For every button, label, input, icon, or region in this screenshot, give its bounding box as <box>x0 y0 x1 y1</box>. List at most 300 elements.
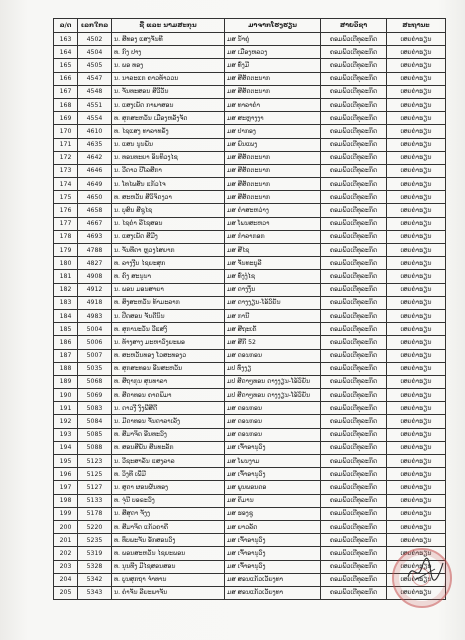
cell-name: ນ. ດາວງີ ງົງພີສີດີ <box>112 402 225 415</box>
cell-name: ນ. ແສງເພັດ ສີມີງ <box>112 230 225 243</box>
cell-number: 172 <box>54 151 78 164</box>
cell-id: 5069 <box>78 389 112 402</box>
cell-number: 173 <box>54 164 78 177</box>
table-row <box>54 151 446 164</box>
table-row <box>54 428 446 441</box>
cell-number: 169 <box>54 112 78 125</box>
cell-number: 170 <box>54 125 78 138</box>
cell-major: ຄອມພິວເຕີທຸລະກິດ <box>321 481 387 494</box>
header-id: ເລກໃກລ <box>78 19 112 33</box>
cell-id: 4908 <box>78 270 112 283</box>
cell-id: 4502 <box>78 33 112 46</box>
cell-major: ຄອມພິວເຕີທຸລະກິດ <box>321 85 387 98</box>
table-row <box>54 586 446 599</box>
table-row <box>54 415 446 428</box>
cell-status: ເສຍຄ່າຮຽນ <box>387 547 446 560</box>
cell-id: 4646 <box>78 164 112 177</box>
cell-major: ຄອມພິວເຕີທຸລະກິດ <box>321 494 387 507</box>
cell-major: ຄອມພິວເຕີທຸລະກິດ <box>321 362 387 375</box>
table-row <box>54 164 446 177</box>
cell-status: ເສຍຄ່າຮຽນ <box>387 349 446 362</box>
cell-school: ມປ ທົ່ງງຽ <box>225 362 321 375</box>
cell-number: 198 <box>54 494 78 507</box>
table-row <box>54 455 446 468</box>
table-row <box>54 468 446 481</box>
cell-status: ເສຍຄ່າຮຽນ <box>387 138 446 151</box>
cell-id: 4658 <box>78 204 112 217</box>
cell-number: 177 <box>54 217 78 230</box>
table-row <box>54 507 446 520</box>
cell-name: ທ. ສີດາທອນ ຄາດພິມາ <box>112 389 225 402</box>
cell-status: ເສຍຄ່າຮຽນ <box>387 125 446 138</box>
cell-id: 4788 <box>78 244 112 257</box>
cell-number: 189 <box>54 375 78 388</box>
cell-school: ມສ ຍາວລັດ <box>225 520 321 533</box>
cell-school: ມສ ດອນກອນ <box>225 415 321 428</box>
cell-number: 191 <box>54 402 78 415</box>
table-row <box>54 244 446 257</box>
cell-major: ຄອມພິວເຕີທຸລະກິດ <box>321 296 387 309</box>
table-row <box>54 309 446 322</box>
cell-id: 5007 <box>78 349 112 362</box>
cell-major: ຄອມພິວເຕີທຸລະກິດ <box>321 349 387 362</box>
cell-number: 194 <box>54 441 78 454</box>
cell-status: ເສຍຄ່າຮຽນ <box>387 362 446 375</box>
cell-number: 163 <box>54 33 78 46</box>
cell-status: ເສຍຄ່າຮຽນ <box>387 481 446 494</box>
cell-major: ຄອມພິວເຕີທຸລະກິດ <box>321 230 387 243</box>
cell-number: 171 <box>54 138 78 151</box>
cell-number: 178 <box>54 230 78 243</box>
cell-major: ຄອມພິວເຕີທຸລະກິດ <box>321 520 387 533</box>
cell-id: 4649 <box>78 178 112 191</box>
cell-status: ເສຍຄ່າຮຽນ <box>387 270 446 283</box>
cell-status: ເສຍຄ່າຮຽນ <box>387 494 446 507</box>
cell-status: ເສຍຄ່າຮຽນ <box>387 389 446 402</box>
cell-id: 5084 <box>78 415 112 428</box>
cell-number: 197 <box>54 481 78 494</box>
cell-name: ນ. ຄຳຈັນ ລີຍະພາຈັນ <box>112 586 225 599</box>
cell-name: ທ. ສຸກສະທອນ ອີນສະຫວັນ <box>112 362 225 375</box>
cell-major: ຄອມພິວເຕີທຸລະກິດ <box>321 217 387 230</box>
cell-number: 203 <box>54 560 78 573</box>
cell-status: ເສຍຄ່າຮຽນ <box>387 178 446 191</box>
cell-id: 5083 <box>78 402 112 415</box>
cell-status: ເສຍຄ່າຮຽນ <box>387 534 446 547</box>
cell-major: ຄອມພິວເຕີທຸລະກິດ <box>321 204 387 217</box>
cell-id: 5004 <box>78 323 112 336</box>
cell-id: 4827 <box>78 257 112 270</box>
cell-major: ຄອມພິວເຕີທຸລະກິດ <box>321 191 387 204</box>
cell-name: ນ. ແສນ ນູນພັນ <box>112 138 225 151</box>
cell-number: 205 <box>54 586 78 599</box>
cell-school: ມສ ດອນກອນ <box>225 428 321 441</box>
cell-number: 192 <box>54 415 78 428</box>
cell-school: ມສ ສີສັດຕະນາກ <box>225 178 321 191</box>
cell-major: ຄອມພິວເຕີທຸລະກິດ <box>321 336 387 349</box>
cell-major: ຄອມພິວເຕີທຸລະກິດ <box>321 428 387 441</box>
cell-name: ນ. ທ້າງສາງ ມະຫາວົງຍະພອ <box>112 336 225 349</box>
student-list-table <box>53 18 446 600</box>
table-row <box>54 72 446 85</box>
cell-school: ມສ ສີຖະເຄັ <box>225 323 321 336</box>
cell-status: ເສຍຄ່າຮຽນ <box>387 428 446 441</box>
table-row <box>54 534 446 547</box>
cell-major: ຄອມພິວເຕີທຸລະກິດ <box>321 138 387 151</box>
cell-status: ເສຍຄ່າຮຽນ <box>387 296 446 309</box>
cell-school: ມສ ເຈົ້າອານຸວົງ <box>225 468 321 481</box>
cell-name: ນ. ໂທໄພສັນ ແກ້ວໄຈ <box>112 178 225 191</box>
cell-status: ເສຍຄ່າຮຽນ <box>387 151 446 164</box>
cell-number: 183 <box>54 296 78 309</box>
cell-id: 5328 <box>78 560 112 573</box>
table-row <box>54 362 446 375</box>
header-status: ສະຖານະ <box>387 19 446 33</box>
table-row <box>54 204 446 217</box>
table-row <box>54 191 446 204</box>
cell-status: ເສຍຄ່າຮຽນ <box>387 402 446 415</box>
cell-name: ນ. ວີຊະສາລັນ ແສງລາລ <box>112 455 225 468</box>
cell-name: ທ. ກົງ ປາງ <box>112 46 225 59</box>
cell-school: ມສ ເຈົ້າອານຸວົງ <box>225 441 321 454</box>
cell-school: ມປ ສີດາໆທອນ ດາງງຽນ-ໂອ້ວົຍັນ <box>225 389 321 402</box>
cell-number: 190 <box>54 389 78 402</box>
cell-status: ເສຍຄ່າຮຽນ <box>387 468 446 481</box>
cell-school: ມສ ໂພນສະຫວາ <box>225 217 321 230</box>
cell-number: 201 <box>54 534 78 547</box>
table-row <box>54 125 446 138</box>
cell-id: 4667 <box>78 217 112 230</box>
cell-major: ຄອມພິວເຕີທຸລະກິດ <box>321 441 387 454</box>
table-row <box>54 494 446 507</box>
cell-status: ເສຍຄ່າຮຽນ <box>387 455 446 468</box>
cell-major: ຄອມພິວເຕີທຸລະກິດ <box>321 468 387 481</box>
cell-number: 188 <box>54 362 78 375</box>
handwritten-signature <box>405 555 445 585</box>
cell-name: ທ. ພອນສະຫວັນ ໄຊຍະພອນ <box>112 547 225 560</box>
cell-id: 5319 <box>78 547 112 560</box>
cell-status: ເສຍຄ່າຮຽນ <box>387 586 446 599</box>
cell-number: 164 <box>54 46 78 59</box>
cell-status: ເສຍຄ່າຮຽນ <box>387 283 446 296</box>
cell-id: 5220 <box>78 520 112 533</box>
cell-school: ມສ ສີໄຊ <box>225 244 321 257</box>
cell-number: 185 <box>54 323 78 336</box>
cell-major: ຄອມພິວເຕີທຸລະກິດ <box>321 323 387 336</box>
cell-school: ມສ ດາງງິ່ນ <box>225 283 321 296</box>
cell-major: ຄອມພິວເຕີທຸລະກິດ <box>321 573 387 586</box>
table-row <box>54 257 446 270</box>
cell-number: 184 <box>54 309 78 322</box>
cell-name: ນ. ສີທອງ ແສງຈັນທີ <box>112 33 225 46</box>
cell-major: ຄອມພິວເຕີທຸລະກິດ <box>321 98 387 111</box>
cell-name: ທ. ໄຊແສງ ທາລາທຣັງ <box>112 125 225 138</box>
cell-name: ທ. ສະຫວັນທອງ ໂວສະທອງວ <box>112 349 225 362</box>
table-row <box>54 33 446 46</box>
cell-id: 5133 <box>78 494 112 507</box>
cell-id: 4918 <box>78 296 112 309</box>
cell-name: ທ. ລາງງີນ ໄຊຍະສຸກ <box>112 257 225 270</box>
cell-major: ຄອມພິວເຕີທຸລະກິດ <box>321 270 387 283</box>
cell-status: ເສຍຄ່າຮຽນ <box>387 244 446 257</box>
cell-id: 4693 <box>78 230 112 243</box>
table-row <box>54 323 446 336</box>
cell-school: ມສ ສີສັດຕະນາກ <box>225 85 321 98</box>
cell-school: ມສ ທາລາຄໍາ <box>225 98 321 111</box>
cell-school: ມສ ສີສັດຕະນາກ <box>225 191 321 204</box>
cell-major: ຄອມພິວເຕີທຸລະກິດ <box>321 560 387 573</box>
cell-number: 181 <box>54 270 78 283</box>
cell-name: ທ. ບູນສຸກຖາ ຈຳທານ <box>112 573 225 586</box>
cell-school: ມສ ພົນແພງ <box>225 138 321 151</box>
table-row <box>54 520 446 533</box>
cell-name: ນ. ວີດາວ ບີໂລສີກາ <box>112 164 225 177</box>
cell-school: ມສ ຮອງຊູ <box>225 507 321 520</box>
cell-school: ມສ ສອນແກ້ວເວັຍງທາ <box>225 586 321 599</box>
cell-status: ເສຍຄ່າຮຽນ <box>387 164 446 177</box>
cell-number: 182 <box>54 283 78 296</box>
cell-major: ຄອມພິວເຕີທຸລະກິດ <box>321 46 387 59</box>
table-row <box>54 85 446 98</box>
cell-school: ມສ ສີສັດຕະນາກ <box>225 164 321 177</box>
cell-status: ເສຍຄ່າຮຽນ <box>387 72 446 85</box>
cell-name: ທ. ສີຖາກຸນ ສຸນທາລາ <box>112 375 225 388</box>
cell-name: ນ. ສູດາ ຜອນຜັນທອງ <box>112 481 225 494</box>
cell-major: ຄອມພິວເຕີທຸລະກິດ <box>321 375 387 388</box>
cell-id: 5127 <box>78 481 112 494</box>
cell-major: ຄອມພິວເຕີທຸລະກິດ <box>321 455 387 468</box>
cell-status: ເສຍຄ່າຮຽນ <box>387 309 446 322</box>
cell-status: ເສຍຄ່າຮຽນ <box>387 204 446 217</box>
cell-id: 4551 <box>78 98 112 111</box>
cell-status: ເສຍຄ່າຮຽນ <box>387 230 446 243</box>
table-row <box>54 547 446 560</box>
cell-id: 5342 <box>78 573 112 586</box>
cell-major: ຄອມພິວເຕີທຸລະກິດ <box>321 164 387 177</box>
cell-name: ນ. ຈັນທີດາ ຫຼວງໄສຍາກ <box>112 244 225 257</box>
cell-id: 4912 <box>78 283 112 296</box>
cell-status: ເສຍຄ່າຮຽນ <box>387 573 446 586</box>
cell-id: 5343 <box>78 586 112 599</box>
cell-number: 175 <box>54 191 78 204</box>
cell-name: ທ. ສຸກສະຫວັນ ເມືອງຫລັງຈັດ <box>112 112 225 125</box>
cell-id: 4610 <box>78 125 112 138</box>
cell-number: 187 <box>54 349 78 362</box>
cell-id: 4547 <box>78 72 112 85</box>
table-header-row <box>54 19 446 33</box>
cell-number: 202 <box>54 547 78 560</box>
table-row <box>54 441 446 454</box>
cell-major: ຄອມພິວເຕີທຸລະກິດ <box>321 415 387 428</box>
cell-school: ມສ ການີ <box>225 309 321 322</box>
cell-school: ມສ ຈັນທະບູລີ <box>225 257 321 270</box>
cell-id: 5235 <box>78 534 112 547</box>
cell-name: ນ. ສີສຸດາ ຈັງງ <box>112 507 225 520</box>
cell-name: ນ. ພອນ ມອນສາຍາ <box>112 283 225 296</box>
cell-school: ມສ ເຈົ້າອານຸວົງ <box>225 534 321 547</box>
cell-name: ນ. ບຸສົນ ສີຊູໄຊ <box>112 204 225 217</box>
cell-major: ຄອມພິວເຕີທຸລະກິດ <box>321 72 387 85</box>
cell-status: ເສຍຄ່າຮຽນ <box>387 257 446 270</box>
cell-name: ທ. ນຸນທີງ ມີໄຊສອນສອນ <box>112 560 225 573</box>
cell-number: 193 <box>54 428 78 441</box>
header-number: ລ/ດ <box>54 19 78 33</box>
cell-id: 4505 <box>78 59 112 72</box>
cell-id: 4650 <box>78 191 112 204</box>
cell-status: ເສຍຄ່າຮຽນ <box>387 217 446 230</box>
cell-number: 204 <box>54 573 78 586</box>
cell-school: ມສ ປາກອງ <box>225 125 321 138</box>
cell-major: ຄອມພິວເຕີທຸລະກິດ <box>321 33 387 46</box>
table-row <box>54 283 446 296</box>
cell-number: 195 <box>54 455 78 468</box>
cell-id: 4983 <box>78 309 112 322</box>
table-row <box>54 98 446 111</box>
cell-status: ເສຍຄ່າຮຽນ <box>387 520 446 533</box>
cell-major: ຄອມພິວເຕີທຸລະກິດ <box>321 586 387 599</box>
cell-major: ຄອມພິວເຕີທຸລະກິດ <box>321 309 387 322</box>
table-row <box>54 402 446 415</box>
table-row <box>54 389 446 402</box>
cell-name: ທ. ສອນສີພັນ ສີນທະລັກ <box>112 441 225 454</box>
cell-major: ຄອມພິວເຕີທຸລະກິດ <box>321 178 387 191</box>
cell-school: ມສ ເຈົ້າອານຸວົງ <box>225 560 321 573</box>
cell-id: 5035 <box>78 362 112 375</box>
cell-school: ມສ ດອນກອນ <box>225 402 321 415</box>
cell-number: 200 <box>54 520 78 533</box>
cell-name: ນ. ພອ ທອງ <box>112 59 225 72</box>
cell-name: ນ. ປືດສອນ ຈັນດີນິນ <box>112 309 225 322</box>
cell-number: 174 <box>54 178 78 191</box>
cell-major: ຄອມພິວເຕີທຸລະກິດ <box>321 244 387 257</box>
cell-status: ເສຍຄ່າຮຽນ <box>387 191 446 204</box>
table-row <box>54 336 446 349</box>
cell-status: ເສຍຄ່າຮຽນ <box>387 112 446 125</box>
cell-school: ມສ ຄໍາສະຫວ່າງ <box>225 204 321 217</box>
cell-school: ມສ ທົ່ງມີ <box>225 59 321 72</box>
cell-number: 165 <box>54 59 78 72</box>
cell-major: ຄອມພິວເຕີທຸລະກິດ <box>321 389 387 402</box>
cell-major: ຄອມພິວເຕີທຸລະກິດ <box>321 257 387 270</box>
cell-name: ນ. ຈັນທະສອນ ສີວີວັນ <box>112 85 225 98</box>
cell-status: ເສຍຄ່າຮຽນ <box>387 507 446 520</box>
table-row <box>54 349 446 362</box>
cell-school: ມສ ນ້ຳຄູ່ <box>225 33 321 46</box>
cell-number: 199 <box>54 507 78 520</box>
cell-status: ເສຍຄ່າຮຽນ <box>387 323 446 336</box>
cell-name: ນ. ມີດາທອນ ຈັນດາລາເລັງ <box>112 415 225 428</box>
header-major: ສາຍວິຊາ <box>321 19 387 33</box>
table-row <box>54 46 446 59</box>
table-row <box>54 573 446 586</box>
cell-status: ເສຍຄ່າຮຽນ <box>387 415 446 428</box>
cell-status: ເສຍຄ່າຮຽນ <box>387 59 446 72</box>
table-row <box>54 375 446 388</box>
table-row <box>54 217 446 230</box>
table-row <box>54 270 446 283</box>
cell-number: 176 <box>54 204 78 217</box>
cell-school: ມສ ໂພນງາມ <box>225 455 321 468</box>
header-school: ມາຈາກໂຮງຮຽນ <box>225 19 321 33</box>
cell-id: 5123 <box>78 455 112 468</box>
cell-school: ມສ ເມືອງຫລວງ <box>225 46 321 59</box>
cell-name: ນ. ແສງເພັດ ກາພາສອນ <box>112 98 225 111</box>
cell-name: ນ. ນາລະແກ ຄາວທ້າວວນ <box>112 72 225 85</box>
cell-major: ຄອມພິວເຕີທຸລະກິດ <box>321 283 387 296</box>
cell-number: 196 <box>54 468 78 481</box>
cell-name: ນ. ທອນທະຍາ ອິນທິວງໄຊ <box>112 151 225 164</box>
cell-name: ນ. ໄຊຄຳ ລີໄຊສອນ <box>112 217 225 230</box>
cell-major: ຄອມພິວເຕີທຸລະກິດ <box>321 125 387 138</box>
cell-major: ຄອມພິວເຕີທຸລະກິດ <box>321 507 387 520</box>
header-name: ຊື່ ແລະ ນາມສະກຸນ <box>112 19 225 33</box>
cell-number: 186 <box>54 336 78 349</box>
cell-major: ຄອມພິວເຕີທຸລະກິດ <box>321 112 387 125</box>
table-row <box>54 560 446 573</box>
cell-id: 4548 <box>78 85 112 98</box>
cell-id: 4554 <box>78 112 112 125</box>
cell-school: ມສ ດາງງຽນ-ໂອ້ວົຍັນ <box>225 296 321 309</box>
cell-number: 180 <box>54 257 78 270</box>
cell-id: 5085 <box>78 428 112 441</box>
cell-status: ເສຍຄ່າຮຽນ <box>387 85 446 98</box>
cell-id: 5068 <box>78 375 112 388</box>
cell-id: 5178 <box>78 507 112 520</box>
table-row <box>54 112 446 125</box>
cell-id: 4642 <box>78 151 112 164</box>
cell-status: ເສຍຄ່າຮຽນ <box>387 33 446 46</box>
table-row <box>54 138 446 151</box>
cell-number: 179 <box>54 244 78 257</box>
cell-id: 5088 <box>78 441 112 454</box>
cell-name: ທ. ວິງທີ ເພີ່ມີ <box>112 468 225 481</box>
cell-school: ມສ ຄິມານ <box>225 494 321 507</box>
cell-name: ທ. ສິງສະຫວັນ ທ້າມະລາກ <box>112 296 225 309</box>
table-row <box>54 296 446 309</box>
cell-name: ທ. ຄົງ ສະນຸນາ <box>112 270 225 283</box>
cell-school: ມສ ທົ່ງງໍໄຊ <box>225 270 321 283</box>
cell-name: ທ. ສີມາຈິດ ແກ້ວຄາຄີ <box>112 520 225 533</box>
table-row <box>54 59 446 72</box>
table-body <box>54 33 446 600</box>
cell-id: 5125 <box>78 468 112 481</box>
cell-school: ມສ ພູນພອນດອ <box>225 481 321 494</box>
cell-school: ມສ ສະຫຼາງງາ <box>225 112 321 125</box>
cell-school: ມສ ກໍາລາກອກ <box>225 230 321 243</box>
cell-id: 4635 <box>78 138 112 151</box>
cell-major: ຄອມພິວເຕີທຸລະກິດ <box>321 534 387 547</box>
cell-number: 167 <box>54 85 78 98</box>
table-row <box>54 481 446 494</box>
cell-status: ເສຍຄ່າຮຽນ <box>387 560 446 573</box>
cell-school: ມສ ເຈົ້າອານຸວົງ <box>225 547 321 560</box>
cell-major: ຄອມພິວເຕີທຸລະກິດ <box>321 547 387 560</box>
cell-name: ທ. ສີມາຈິດ ອີນທະວົງ <box>112 428 225 441</box>
cell-school: ມປ ສີດາໆທອນ ດາງງຽນ-ໂອ້ວົຍັນ <box>225 375 321 388</box>
cell-name: ທ. ສະຫວັນ ສີວິຈິດງວາ <box>112 191 225 204</box>
table-row <box>54 178 446 191</box>
cell-status: ເສຍຄ່າຮຽນ <box>387 441 446 454</box>
cell-major: ຄອມພິວເຕີທຸລະກິດ <box>321 402 387 415</box>
cell-school: ມສ ສີສັດຕະນາກ <box>225 151 321 164</box>
cell-status: ເສຍຄ່າຮຽນ <box>387 98 446 111</box>
cell-major: ຄອມພິວເຕີທຸລະກິດ <box>321 151 387 164</box>
cell-name: ທ. ທຶບພະຈັນ ອັກສອນວົງ <box>112 534 225 547</box>
cell-id: 5006 <box>78 336 112 349</box>
cell-school: ມສ ດອນກອນ <box>225 349 321 362</box>
cell-school: ມສ ສີສັດຕະນາກ <box>225 72 321 85</box>
cell-name: ທ. ສຸການະວັນ ວີແສງົ <box>112 323 225 336</box>
